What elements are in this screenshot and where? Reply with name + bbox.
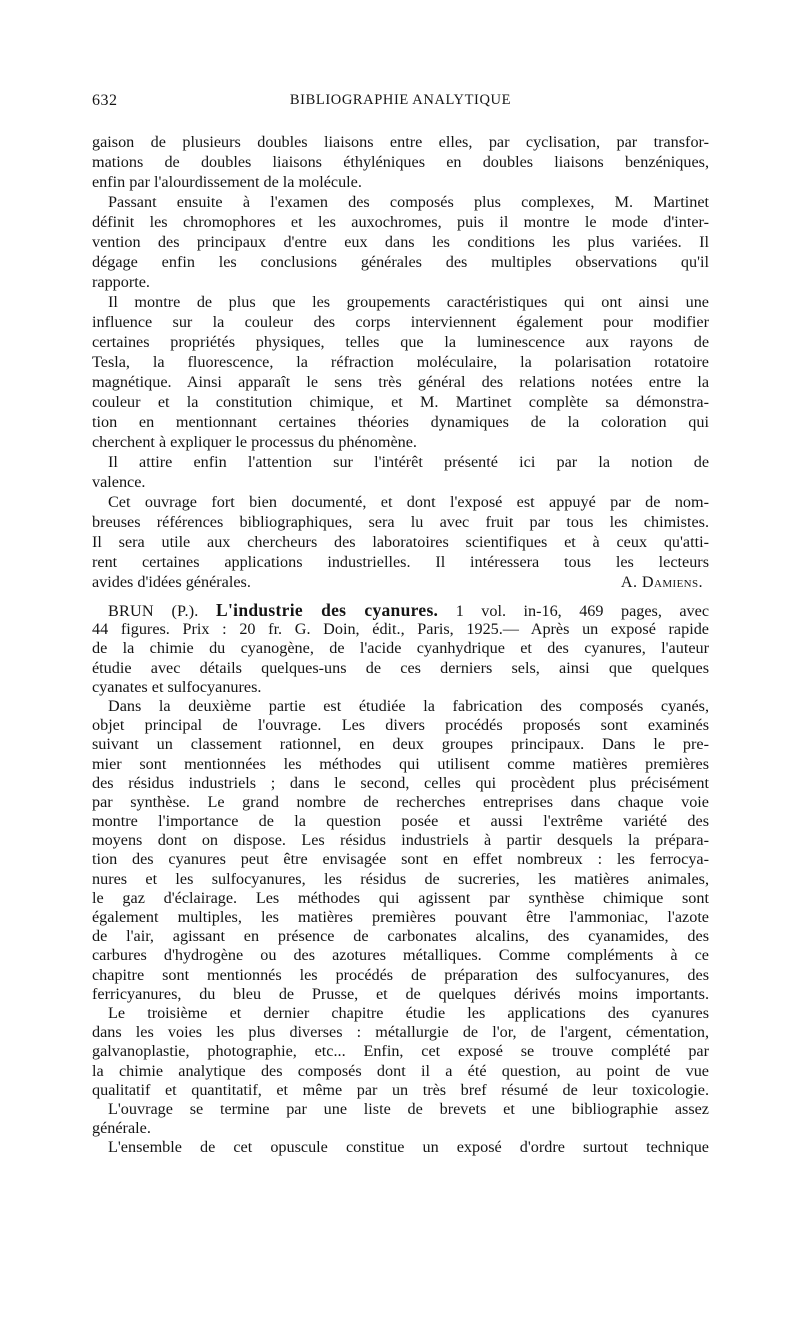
- text-line: suivant un classement rationnel, en deux groupes principaux. Dans le pre-: [92, 735, 709, 754]
- review-brun-cyanures: [92, 601, 709, 1157]
- review-heading-line: [92, 601, 709, 620]
- book-title: L'industrie des cyanures.: [216, 601, 439, 620]
- text-line: magnétique. Ainsi apparaît le sens très général des relations notées entre la: [92, 373, 709, 391]
- page-number: 632: [92, 92, 118, 109]
- text-line: par synthèse. Le grand nombre de recherches entreprises dans chaque voie: [92, 792, 709, 811]
- text-line: tion des cyanures peut être envisagée sont en effet nombreux : les ferrocya-: [92, 850, 709, 869]
- book-author: BRUN (P.).: [108, 602, 199, 620]
- text-line: Tesla, la fluorescence, la réfraction moléculaire, la polarisation rotatoire: [92, 353, 709, 371]
- text-line: 44 figures. Prix : 20 fr. G. Doin, édit., Paris, 1925.— Après un exposé rapide: [92, 620, 709, 639]
- text-line: certaines propriétés physiques, telles que la luminescence aux rayons de: [92, 333, 709, 351]
- text-line: cyanates et sulfocyanures.: [92, 677, 262, 696]
- text-line: L'ouvrage se termine par une liste de brevets et une bibliographie assez: [108, 1099, 709, 1118]
- text-line: des résidus industriels ; dans le second, celles qui procèdent plus précisément: [92, 773, 709, 792]
- closing-line: [92, 572, 709, 592]
- section-title: BIBLIOGRAPHIE ANALYTIQUE: [289, 92, 512, 108]
- text-line: moyens dont on dispose. Les résidus industriels à partir desquels la prépara-: [92, 831, 709, 850]
- text-line: Le troisième et dernier chapitre étudie les applications des cyanures: [108, 1003, 709, 1022]
- text-line: définit les chromophores et les auxochromes, puis il montre le mode d'inter-: [92, 213, 709, 231]
- text-line: dans les voies les plus diverses : métallurgie de l'or, de l'argent, cémentation,: [92, 1023, 709, 1042]
- text-line: valence.: [92, 473, 146, 491]
- text-line: chapitre sont mentionnés les procédés de préparation des sulfocyanures, des: [92, 965, 709, 984]
- text-line: générale.: [92, 1119, 151, 1138]
- text-line: Passant ensuite à l'examen des composés plus complexes, M. Martinet: [108, 193, 709, 211]
- review-martinet-continued: [92, 132, 709, 592]
- text-line: vention des principaux d'entre eux dans les conditions les plus variées. Il: [92, 233, 709, 251]
- text-line: gaison de plusieurs doubles liaisons entre elles, par cyclisation, par transfor-: [92, 133, 709, 151]
- text-line: galvanoplastie, photographie, etc... Enfin, cet exposé se trouve complété par: [92, 1042, 709, 1061]
- text-line: la chimie analytique des composés dont il a été question, au point de vue: [92, 1061, 709, 1080]
- text-line: rapporte.: [92, 273, 150, 291]
- running-header: [92, 92, 709, 114]
- text-line: influence sur la couleur des corps interviennent également pour modifier: [92, 313, 709, 331]
- text-line: nures et les sulfocyanures, les résidus de sucreries, les matières animales,: [92, 869, 709, 888]
- text-line: le gaz d'éclairage. Les méthodes qui agissent par synthèse chimique sont: [92, 888, 709, 907]
- text-line: dégage enfin les conclusions générales des multiples observations qu'il: [92, 253, 709, 271]
- text-line: objet principal de l'ouvrage. Les divers procédés proposés sont examinés: [92, 716, 709, 735]
- text-line: Il attire enfin l'attention sur l'intérêt présenté ici par la notion de: [108, 453, 709, 471]
- text-line: de l'air, agissant en présence de carbonates alcalins, des cyanamides, des: [92, 927, 709, 946]
- text-line: carbures d'hydrogène ou des azotures métalliques. Comme compléments à ce: [92, 946, 709, 965]
- reviewer-signature: A. Damiens.: [620, 573, 703, 591]
- text-line: ferricyanures, du bleu de Prusse, et de quelques dérivés moins importants.: [92, 984, 709, 1003]
- text-line: mier sont mentionnées les méthodes qui utilisent comme matières premières: [92, 754, 709, 773]
- text-line: rent certaines applications industrielles. Il intéressera tous les lecteurs: [92, 553, 709, 571]
- text-line: étudie avec détails quelques-uns de ces derniers sels, ainsi que quelques: [92, 658, 709, 677]
- text-line: également multiples, les matières premières pouvant être l'ammoniac, l'azote: [92, 908, 709, 926]
- text-line: Dans la deuxième partie est étudiée la fabrication des composés cyanés,: [108, 696, 709, 715]
- text-line: de la chimie du cyanogène, de l'acide cyanhydrique et des cyanures, l'auteur: [92, 639, 709, 658]
- text-line: cherchent à expliquer le processus du phénomène.: [92, 433, 417, 451]
- text-line: tion en mentionnant certaines théories dynamiques de la coloration qui: [92, 413, 709, 431]
- text-line: breuses références bibliographiques, sera lu avec fruit par tous les chimistes.: [92, 513, 709, 531]
- text-line: enfin par l'alourdissement de la molécule.: [92, 173, 362, 191]
- text-line: Cet ouvrage fort bien documenté, et dont l'exposé est appuyé par de nom-: [108, 493, 709, 511]
- text-line: mations de doubles liaisons éthyléniques en doubles liaisons benzéniques,: [92, 153, 709, 171]
- text-line: qualitatif et quantitatif, et même par un très bref résumé de leur toxicologie.: [92, 1080, 709, 1099]
- text-line: L'ensemble de cet opuscule constitue un exposé d'ordre surtout technique: [108, 1138, 709, 1157]
- text-line: couleur et la constitution chimique, et M. Martinet complète sa démonstra-: [92, 393, 709, 411]
- closing-text: avides d'idées générales.: [92, 573, 251, 591]
- book-details: 1 vol. in-16, 469 pages, avec: [455, 602, 709, 620]
- text-line: montre l'importance de la question posée et aussi l'extrême variété des: [92, 812, 709, 831]
- text-line: Il sera utile aux chercheurs des laboratoires scientifiques et à ceux qu'atti-: [92, 533, 709, 551]
- text-line: Il montre de plus que les groupements caractéristiques qui ont ainsi une: [108, 293, 709, 311]
